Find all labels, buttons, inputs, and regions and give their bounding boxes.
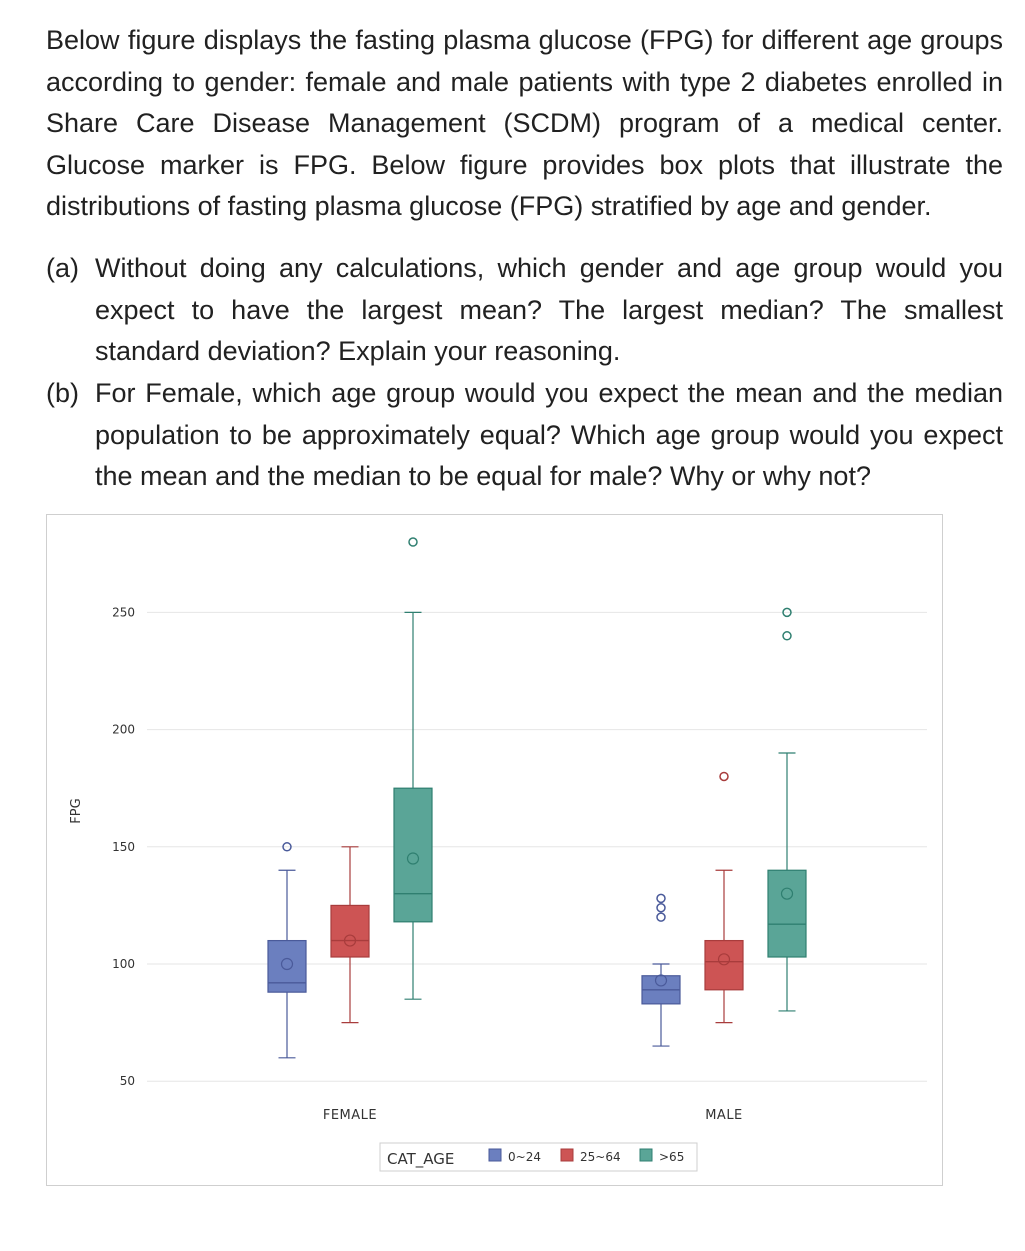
legend-label-3: >65 <box>659 1150 685 1164</box>
x-group-label-female: FEMALE <box>322 1108 378 1123</box>
legend-swatch-3 <box>640 1149 652 1161</box>
female-3-outlier <box>409 538 417 546</box>
y-tick-label: 50 <box>119 1074 135 1089</box>
male-3-box <box>768 870 806 957</box>
y-axis-label: FPG <box>69 798 84 824</box>
intro-paragraph: Below figure displays the fasting plasma glucose (FPG) for different age groups according to gender: female and male patients with type 2 diabetes enrolled in Share Care Disease Management (SCDM) program of a medical center. Glucose marker is FPG. Below figure provides box plots that illustrate the distributions of fasting plasma glucose (FPG) stratified by age and gender. <box>46 25 1003 221</box>
question-a <box>46 248 1003 374</box>
legend-label-1: 0~24 <box>508 1150 541 1164</box>
female-3-box <box>394 788 432 922</box>
male-1-outlier <box>657 894 665 902</box>
x-group-label-male: MALE <box>705 1108 743 1123</box>
y-tick-label: 100 <box>112 957 135 972</box>
fpg-boxplot-chart <box>46 514 943 1186</box>
female-2-box <box>331 905 369 957</box>
legend-title: CAT_AGE <box>387 1150 455 1168</box>
male-1-outlier <box>657 904 665 912</box>
y-tick-label: 150 <box>112 839 135 854</box>
legend-swatch-1 <box>489 1149 501 1161</box>
male-1-outlier <box>657 913 665 921</box>
y-tick-label: 200 <box>112 722 135 737</box>
male-3-outlier <box>783 632 791 640</box>
legend-label-2: 25~64 <box>580 1150 621 1164</box>
question-b-label: (b) <box>46 378 79 408</box>
question-a-label: (a) <box>46 253 79 283</box>
fpg-boxplot-svg <box>47 515 944 1187</box>
question-b <box>46 373 1003 499</box>
female-1-box <box>268 941 306 993</box>
legend-swatch-2 <box>561 1149 573 1161</box>
male-2-outlier <box>720 772 728 780</box>
question-a-text: Without doing any calculations, which gender and age group would you expect to have the largest mean? The largest median? The smallest standard deviation? Explain your reasoning. <box>95 253 1003 366</box>
y-tick-label: 250 <box>112 605 135 620</box>
question-b-text: For Female, which age group would you expect the mean and the median population to be approximately equal? Which age group would you expect the mean and the median to be equal for male? Why or why not? <box>95 378 1003 491</box>
